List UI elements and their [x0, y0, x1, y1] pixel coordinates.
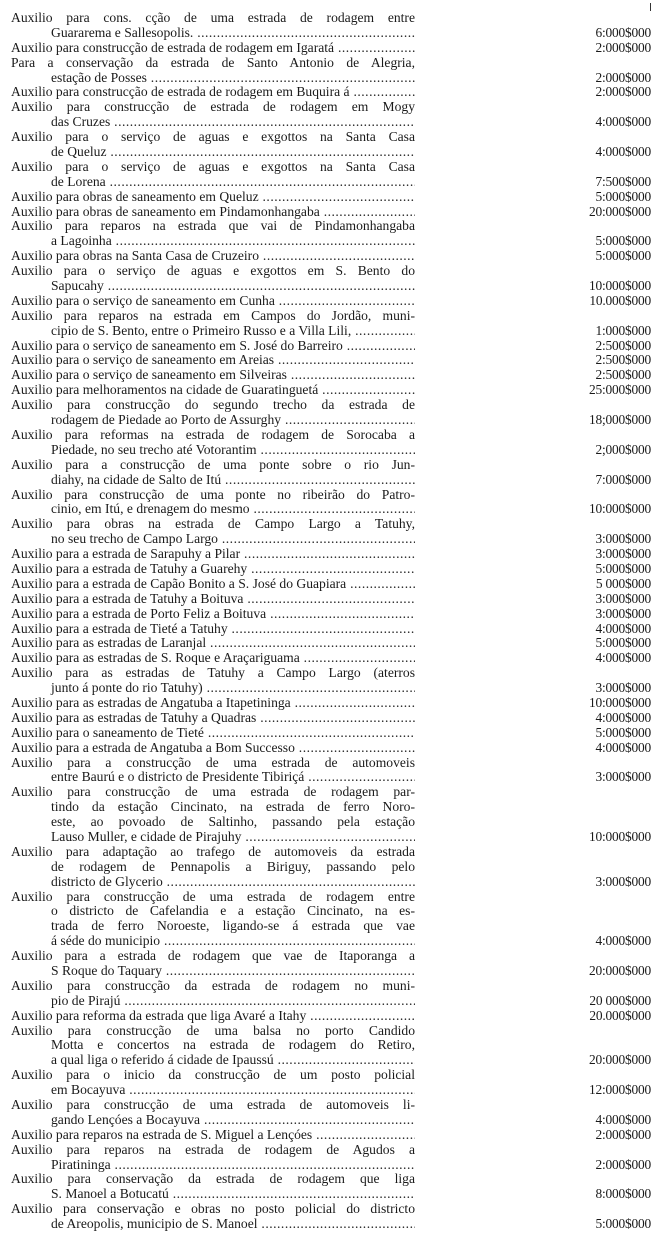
entry-amount: 7:000$000 — [595, 471, 651, 487]
budget-entry — [11, 160, 651, 190]
entry-text: Piedade, no seu trecho até Votorantim ..... — [51, 443, 415, 457]
entry-description — [11, 979, 415, 994]
entry-text: Auxilio para obras na Santa Casa de Cruzeiro ..... — [11, 249, 415, 263]
entry-description — [11, 845, 415, 860]
budget-entry — [11, 979, 651, 1009]
entry-text: Auxilio para o serviço de aguas e exgottos na Santa Casa — [11, 159, 415, 174]
budget-entry — [11, 726, 651, 741]
entry-description-continuation — [11, 815, 415, 830]
entry-description — [11, 1143, 415, 1158]
entry-text: Auxilio para o serviço de aguas e exgottos na Santa Casa — [11, 130, 415, 145]
entry-description — [11, 726, 415, 741]
entry-amount: 12:000$000 — [589, 1082, 651, 1098]
entry-description — [11, 205, 415, 220]
entry-description-continuation — [11, 115, 415, 130]
entry-amount: 2:000$000 — [595, 84, 651, 100]
entry-amount: 3:000$000 — [595, 590, 651, 606]
budget-entry — [11, 1172, 651, 1202]
entry-amount: 5:000$000 — [595, 635, 651, 651]
entry-text: Auxilio para melhoramentos na cidade de Guaratinguetá ..... — [11, 383, 415, 397]
entry-description-continuation — [11, 681, 415, 696]
budget-entry — [11, 1098, 651, 1128]
entry-description — [11, 666, 415, 681]
entry-amount: 2:500$000 — [595, 352, 651, 368]
entry-description-continuation — [11, 324, 415, 339]
entry-amount: 20.000$000 — [589, 1007, 651, 1023]
entry-amount: 5:000$000 — [595, 724, 651, 740]
entry-description — [11, 339, 415, 354]
budget-items-list — [11, 11, 651, 1232]
entry-description-continuation — [11, 1038, 415, 1053]
entry-text: estação de Posses ..... — [51, 71, 415, 85]
entry-text: Auxilio para o serviço de saneamento em Areias ..... — [11, 353, 415, 367]
entry-description — [11, 488, 415, 503]
budget-entry — [11, 294, 651, 309]
entry-text: Auxilio para a construcção de uma estrada de automoveis — [11, 755, 415, 770]
entry-text: Auxilio para as estradas de Angatuba a Itapetininga ..... — [11, 696, 415, 710]
entry-description — [11, 517, 415, 532]
entry-description-continuation — [11, 994, 415, 1009]
entry-description — [11, 428, 415, 443]
entry-description-continuation — [11, 964, 415, 979]
entry-description-continuation — [11, 904, 415, 919]
entry-text: Motta e concertos na estrada de rodagem do Retiro, — [51, 1038, 415, 1053]
entry-amount: 10:000$000 — [589, 278, 651, 294]
entry-description — [11, 949, 415, 964]
budget-entry — [11, 1128, 651, 1143]
entry-description — [11, 130, 415, 145]
entry-description — [11, 368, 415, 383]
entry-text: Auxilio para o inicio da construcção de um posto policial — [11, 1068, 415, 1083]
entry-text: Auxilio para construcção de uma estrada de rodagem entre — [11, 889, 415, 904]
entry-text: Auxilio para reformas na estrada de rodagem de Sorocaba a — [11, 427, 415, 442]
entry-text: Auxilio para obras de saneamento em Pindamonhangaba ..... — [11, 205, 415, 219]
entry-text: Auxilio para construcção de estrada de rodagem em Buquira á ..... — [11, 85, 415, 99]
budget-entry — [11, 398, 651, 428]
budget-entry — [11, 205, 651, 220]
entry-description-continuation — [11, 1187, 415, 1202]
budget-entry — [11, 592, 651, 607]
budget-entry — [11, 339, 651, 354]
entry-text: Auxilio para a estrada de Porto Feliz a Boituva ..... — [11, 607, 415, 621]
entry-amount: 3:000$000 — [595, 546, 651, 562]
entry-amount: 7:500$000 — [595, 173, 651, 189]
entry-amount: 10.000$000 — [589, 292, 651, 308]
entry-description — [11, 56, 415, 71]
entry-text: Auxilio para construcção de uma balsa no porto Candido — [11, 1023, 415, 1038]
entry-amount: 5:000$000 — [595, 188, 651, 204]
entry-description-continuation — [11, 830, 415, 845]
entry-description — [11, 577, 415, 592]
entry-description — [11, 383, 415, 398]
entry-description — [11, 607, 415, 622]
entry-description — [11, 547, 415, 562]
entry-text: Auxilio para construcção da estrada de rodagem no muni- — [11, 978, 415, 993]
entry-description-continuation — [11, 175, 415, 190]
budget-entry — [11, 547, 651, 562]
entry-text: cinio, em Itú, e drenagem do mesmo ..... — [51, 502, 415, 516]
entry-description-continuation — [11, 413, 415, 428]
entry-description-continuation — [11, 800, 415, 815]
entry-text: S. Manoel a Botucatú ..... — [51, 1187, 415, 1201]
budget-entry — [11, 607, 651, 622]
entry-description — [11, 1128, 415, 1143]
entry-amount: 18;000$000 — [589, 412, 651, 428]
budget-entry — [11, 845, 651, 890]
budget-entry — [11, 949, 651, 979]
entry-text: Piratininga ..... — [51, 1158, 415, 1172]
entry-text: Auxilio para o serviço de saneamento em S. José do Barreiro ..... — [11, 339, 415, 353]
entry-text: Auxilio para construcção de estrada de rodagem em Mogy — [11, 100, 415, 115]
entry-text: Auxilio para construcção de estrada de rodagem em Igaratá ..... — [11, 41, 415, 55]
entry-description — [11, 190, 415, 205]
page-edge-mark — [650, 3, 651, 11]
entry-description-continuation — [11, 1158, 415, 1173]
entry-amount: 2:000$000 — [595, 69, 651, 85]
budget-entry — [11, 130, 651, 160]
entry-amount: 3:000$000 — [595, 531, 651, 547]
budget-entry — [11, 517, 651, 547]
entry-amount: 4:000$000 — [595, 114, 651, 130]
entry-text: Auxilio para as estradas de Tatuhy a Quadras ..... — [11, 711, 415, 725]
entry-text: Auxilio para construcção de uma estrada de automoveis li- — [11, 1098, 415, 1113]
entry-description-continuation — [11, 1053, 415, 1068]
entry-text: este, ao povoado de Saltinho, passando pela estação — [51, 815, 415, 830]
budget-entry — [11, 1024, 651, 1069]
entry-amount: 4:000$000 — [595, 709, 651, 725]
entry-text: Auxilio para as estradas de Tatuhy a Campo Largo (aterros — [11, 666, 415, 681]
entry-description-continuation — [11, 71, 415, 86]
entry-text: á séde do municipio ..... — [51, 934, 415, 948]
budget-entry — [11, 383, 651, 398]
budget-entry — [11, 1202, 651, 1232]
entry-description-continuation — [11, 770, 415, 785]
entry-description — [11, 1009, 415, 1024]
budget-entry — [11, 622, 651, 637]
entry-text: Auxilio para a estrada de Angatuba a Bom Successo ..... — [11, 741, 415, 755]
entry-amount: 2;000$000 — [595, 441, 651, 457]
entry-text: Auxilio para reforma da estrada que liga Avaré a Itahy ..... — [11, 1009, 415, 1023]
budget-entry — [11, 190, 651, 205]
entry-text: Auxilio para a estrada de Tatuhy a Boituva ..... — [11, 592, 415, 606]
entry-text: Auxilio para adaptação ao trafego de automoveis da estrada — [11, 844, 415, 859]
entry-description — [11, 11, 415, 26]
entry-amount: 2:000$000 — [595, 39, 651, 55]
entry-description-continuation — [11, 934, 415, 949]
entry-description — [11, 1172, 415, 1187]
entry-text: Auxilio para cons. cção de uma estrada de rodagem entre — [11, 11, 415, 25]
entry-text: Para a conservação da estrada de Santo Antonio de Alegria, — [11, 55, 415, 70]
entry-text: Auxilio para obras na estrada de Campo Largo a Tatuhy, — [11, 517, 415, 532]
budget-entry — [11, 666, 651, 696]
entry-description — [11, 219, 415, 234]
entry-amount: 10:000$000 — [589, 694, 651, 710]
entry-amount: 4:000$000 — [595, 650, 651, 666]
budget-entry — [11, 651, 651, 666]
entry-description — [11, 741, 415, 756]
budget-entry — [11, 368, 651, 383]
entry-text: de Queluz ..... — [51, 145, 415, 159]
entry-description — [11, 592, 415, 607]
entry-amount: 6:000$000 — [595, 24, 651, 40]
entry-description — [11, 890, 415, 905]
entry-description — [11, 264, 415, 279]
entry-amount: 2:500$000 — [595, 367, 651, 383]
entry-text: Auxilio para o serviço de saneamento em Silveiras ..... — [11, 368, 415, 382]
entry-text: de rodagem de Pennapolis a Biriguy, passando pelo — [51, 859, 415, 874]
budget-entry — [11, 428, 651, 458]
entry-amount: 5:000$000 — [595, 248, 651, 264]
entry-text: Sapucahy ..... — [51, 279, 415, 293]
entry-amount: 10:000$000 — [589, 501, 651, 517]
entry-description-continuation — [11, 860, 415, 875]
entry-amount: 3:000$000 — [595, 769, 651, 785]
entry-text: Guararema e Sallesopolis. ..... — [51, 26, 415, 40]
entry-text: entre Baurú e o districto de Presidente Tibiriçá ..... — [51, 770, 415, 784]
entry-amount: 4:000$000 — [595, 933, 651, 949]
entry-text: Auxilio para a estrada de Capão Bonito a S. José do Guapiara ..... — [11, 577, 415, 591]
entry-description-continuation — [11, 1113, 415, 1128]
budget-entry — [11, 100, 651, 130]
entry-text: Auxilio para conservação da estrada de rodagem que liga — [11, 1172, 415, 1187]
budget-entry — [11, 1009, 651, 1024]
entry-amount: 5:000$000 — [595, 560, 651, 576]
entry-amount: 5:000$000 — [595, 1216, 651, 1232]
entry-text: cipio de S. Bento, entre o Primeiro Russo e a Villa Lili, ..... — [51, 324, 415, 338]
entry-amount: 4:000$000 — [595, 1111, 651, 1127]
entry-amount: 5:000$000 — [595, 233, 651, 249]
entry-description — [11, 1202, 415, 1217]
entry-amount: 5 000$000 — [595, 575, 651, 591]
budget-entry — [11, 85, 651, 100]
entry-description — [11, 249, 415, 264]
entry-text: Auxilio para construcção de uma estrada de rodagem par- — [11, 785, 415, 800]
entry-amount: 4:000$000 — [595, 144, 651, 160]
entry-description-continuation — [11, 1083, 415, 1098]
budget-entry — [11, 785, 651, 845]
entry-text: Auxilio para reparos na estrada que vai de Pindamonhangaba — [11, 219, 415, 234]
entry-text: tindo da estação Cincinato, na estrada de ferro Noro- — [51, 800, 415, 815]
entry-description — [11, 696, 415, 711]
entry-description — [11, 41, 415, 56]
entry-text: a qual liga o referido á cidade de Ipaussú ..... — [51, 1053, 415, 1067]
budget-entry — [11, 741, 651, 756]
entry-text: Auxilio para as estradas de Laranjal ..... — [11, 636, 415, 650]
budget-entry — [11, 249, 651, 264]
entry-description-continuation — [11, 473, 415, 488]
budget-entry — [11, 636, 651, 651]
entry-text: Auxilio para a estrada de Sarapuhy a Pilar ..... — [11, 547, 415, 561]
entry-text: em Bocayuva ..... — [51, 1083, 415, 1097]
entry-description-continuation — [11, 875, 415, 890]
entry-amount: 20:000$000 — [589, 963, 651, 978]
budget-entry — [11, 488, 651, 518]
entry-description — [11, 1098, 415, 1113]
entry-description — [11, 562, 415, 577]
budget-entry — [11, 309, 651, 339]
entry-text: Auxilio para o serviço de saneamento em Cunha ..... — [11, 294, 415, 308]
entry-text: diahy, na cidade de Salto de Itú ..... — [51, 473, 415, 487]
entry-description — [11, 398, 415, 413]
entry-amount: 2:000$000 — [595, 1126, 651, 1142]
entry-text: pio de Pirajú ..... — [51, 994, 415, 1008]
entry-text: junto á ponte do rio Tatuhy) ..... — [51, 681, 415, 695]
budget-entry — [11, 41, 651, 56]
entry-text: gando Lençóes a Bocayuva ..... — [51, 1113, 415, 1127]
entry-text: Auxilio para a estrada de rodagem que vae de Itaporanga a — [11, 949, 415, 964]
entry-description-continuation — [11, 279, 415, 294]
entry-description — [11, 160, 415, 175]
entry-amount: 25:000$000 — [589, 382, 651, 398]
budget-entry — [11, 264, 651, 294]
entry-description-continuation — [11, 145, 415, 160]
budget-entry — [11, 458, 651, 488]
entry-description-continuation — [11, 26, 415, 41]
budget-entry — [11, 711, 651, 726]
entry-text: Auxilio para reparos na estrada de S. Miguel a Lençóes ..... — [11, 1128, 415, 1142]
entry-text: no seu trecho de Campo Largo ..... — [51, 532, 415, 546]
entry-text: S Roque do Taquary ..... — [51, 964, 415, 978]
entry-description — [11, 294, 415, 309]
entry-text: Auxilio para a estrada de Tatuhy a Guarehy ..... — [11, 562, 415, 576]
entry-text: a Lagoinha ..... — [51, 234, 415, 248]
entry-amount: 4:000$000 — [595, 620, 651, 636]
entry-description — [11, 353, 415, 368]
entry-text: rodagem de Piedade ao Porto de Assurghy ..... — [51, 413, 415, 427]
budget-entry — [11, 353, 651, 368]
entry-description — [11, 636, 415, 651]
entry-description — [11, 785, 415, 800]
entry-description-continuation — [11, 919, 415, 934]
entry-description-continuation — [11, 502, 415, 517]
entry-amount: 3:000$000 — [595, 873, 651, 889]
entry-description — [11, 100, 415, 115]
entry-description-continuation — [11, 443, 415, 458]
budget-entry — [11, 1143, 651, 1173]
entry-text: de Areopolis, municipio de S. Manoel ..... — [51, 1217, 415, 1231]
budget-entry — [11, 219, 651, 249]
entry-amount: 2:500$000 — [595, 337, 651, 353]
entry-text: Auxilio para reparos na estrada de rodagem de Agudos a — [11, 1142, 415, 1157]
entry-description — [11, 458, 415, 473]
entry-text: districto de Glycerio ..... — [51, 875, 415, 889]
entry-description-continuation — [11, 1217, 415, 1232]
budget-entry — [11, 577, 651, 592]
entry-description — [11, 711, 415, 726]
entry-text: o districto de Cafelandia e a estação Cincinato, na es- — [51, 904, 415, 919]
entry-text: Auxilio para o serviço de aguas e exgottos em S. Bento do — [11, 264, 415, 279]
entry-text: Auxilio para o saneamento de Tieté ..... — [11, 726, 415, 740]
entry-text: Auxilio para a construcção de uma ponte sobre o rio Jun- — [11, 457, 415, 472]
entry-description — [11, 1024, 415, 1039]
entry-amount: 4:000$000 — [595, 739, 651, 755]
entry-description — [11, 651, 415, 666]
entry-description — [11, 85, 415, 100]
entry-text: Auxilio para as estradas de S. Roque e Araçariguama ..... — [11, 651, 415, 665]
entry-amount: 8:000$000 — [595, 1186, 651, 1202]
entry-description-continuation — [11, 234, 415, 249]
entry-description-continuation — [11, 532, 415, 547]
entry-text: Auxilio para construcção de uma ponte no ribeirão do Patro- — [11, 487, 415, 502]
entry-description — [11, 1068, 415, 1083]
entry-text: Auxilio para reparos na estrada em Campos do Jordão, muni- — [11, 308, 415, 323]
entry-amount: 3:000$000 — [595, 605, 651, 621]
budget-entry — [11, 562, 651, 577]
entry-text: Auxilio para conservação e obras no posto policial do districto — [11, 1202, 415, 1217]
entry-amount: 20:000$000 — [589, 203, 651, 219]
entry-amount: 20:000$000 — [589, 1052, 651, 1068]
entry-text: Auxilio para a estrada de Tieté a Tatuhy ..... — [11, 622, 415, 636]
entry-amount: 1:000$000 — [595, 322, 651, 338]
budget-entry — [11, 11, 651, 41]
entry-text: Lauso Muller, e cidade de Pirajuhy ..... — [51, 830, 415, 844]
entry-amount: 3:000$000 — [595, 680, 651, 696]
budget-entry — [11, 696, 651, 711]
entry-text: Auxilio para construcção do segundo trecho da estrada de — [11, 398, 415, 413]
budget-entry — [11, 890, 651, 950]
budget-entry — [11, 56, 651, 86]
entry-text: Auxilio para obras de saneamento em Queluz ..... — [11, 190, 415, 204]
budget-entry — [11, 1068, 651, 1098]
entry-description — [11, 309, 415, 324]
entry-description — [11, 756, 415, 771]
entry-amount: 2:000$000 — [595, 1156, 651, 1172]
entry-text: trada de ferro Noroeste, ligando-se á estrada que vae — [51, 919, 415, 934]
entry-description — [11, 622, 415, 637]
entry-text: de Lorena ..... — [51, 175, 415, 189]
budget-entry — [11, 756, 651, 786]
entry-amount: 10:000$000 — [589, 828, 651, 844]
entry-text: das Cruzes ..... — [51, 115, 415, 129]
entry-amount: 20 000$000 — [589, 992, 651, 1008]
